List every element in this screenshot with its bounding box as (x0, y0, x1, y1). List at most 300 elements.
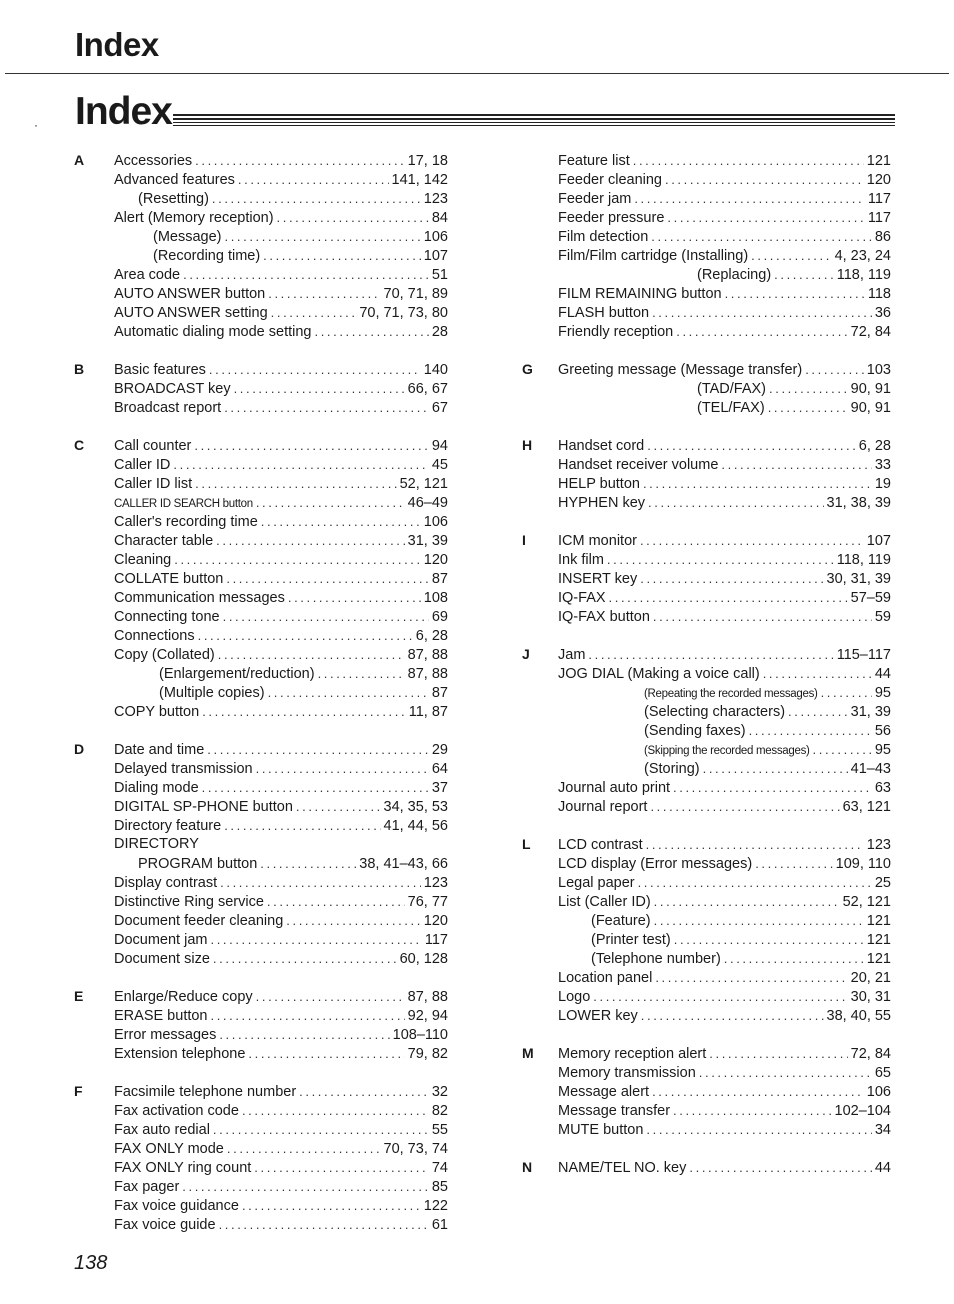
index-pages: 4, 23, 24 (834, 248, 891, 264)
index-term: Journal auto print (558, 780, 671, 796)
dot-leader (755, 854, 832, 873)
index-pages: 86 (874, 229, 891, 245)
index-term: Memory transmission (558, 1065, 696, 1081)
index-term: (Storing) (644, 761, 700, 777)
index-term: Document feeder cleaning (114, 913, 284, 929)
index-term: Date and time (114, 742, 205, 758)
index-term: INSERT key (558, 571, 638, 587)
index-pages: 87 (431, 685, 448, 701)
index-entry (114, 227, 448, 246)
index-group (520, 1044, 891, 1139)
index-entry (558, 151, 891, 170)
index-pages: 84 (431, 210, 448, 226)
dot-leader (651, 227, 872, 246)
index-pages: 63 (874, 780, 891, 796)
index-pages: 59 (874, 609, 891, 625)
index-entry (114, 189, 448, 208)
dot-leader (260, 854, 356, 873)
index-pages: 11, 87 (408, 704, 448, 720)
index-term: Feature list (558, 153, 630, 169)
index-term: Area code (114, 267, 181, 283)
index-term: (Resetting) (138, 191, 209, 207)
index-pages: 19 (874, 476, 891, 492)
index-pages: 120 (423, 552, 448, 568)
index-entry (114, 1025, 448, 1044)
index-entry (558, 303, 891, 322)
index-letter: F (74, 1083, 83, 1099)
dot-leader (268, 683, 429, 702)
index-pages: 95 (874, 742, 891, 758)
index-entry (114, 930, 448, 949)
dot-leader (674, 930, 864, 949)
index-term: Delayed transmission (114, 761, 253, 777)
index-entry (558, 189, 891, 208)
index-term: Connecting tone (114, 609, 220, 625)
dot-leader (271, 303, 357, 322)
index-term: AUTO ANSWER button (114, 286, 266, 302)
index-term: Message transfer (558, 1103, 671, 1119)
index-group (520, 436, 891, 512)
dot-leader (652, 303, 872, 322)
index-entries (114, 151, 448, 341)
index-term: Extension telephone (114, 1046, 246, 1062)
dot-leader (805, 360, 864, 379)
dot-leader (721, 455, 871, 474)
dot-leader (673, 1101, 832, 1120)
index-term: Friendly reception (558, 324, 674, 340)
index-letter: L (522, 836, 531, 852)
index-pages: 121 (866, 951, 891, 967)
index-pages: 87, 88 (407, 647, 448, 663)
dot-leader (183, 265, 429, 284)
dot-leader (749, 721, 872, 740)
index-entry (558, 892, 891, 911)
index-entry (114, 645, 448, 664)
index-entry (114, 854, 448, 873)
index-pages: 38, 41–43, 66 (359, 856, 448, 872)
index-term: List (Caller ID) (558, 894, 651, 910)
index-pages: 34, 35, 53 (383, 799, 448, 815)
index-term: LCD display (Error messages) (558, 856, 753, 872)
index-pages: 51 (431, 267, 448, 283)
dot-leader (220, 873, 421, 892)
index-term: Error messages (114, 1027, 217, 1043)
index-pages: 6, 28 (858, 438, 891, 454)
index-entry (558, 778, 891, 797)
index-group (520, 151, 891, 341)
index-term: (Enlargement/reduction) (159, 666, 315, 682)
index-entry (114, 208, 448, 227)
index-pages: 70, 73, 74 (383, 1141, 448, 1157)
dot-leader (588, 645, 833, 664)
index-entry (114, 455, 448, 474)
index-pages: 41, 44, 56 (383, 818, 448, 834)
index-pages: 61 (431, 1217, 448, 1233)
index-term: Automatic dialing mode setting (114, 324, 312, 340)
index-term: Distinctive Ring service (114, 894, 264, 910)
index-entry (558, 493, 891, 512)
index-term: JOG DIAL (Making a voice call) (558, 666, 760, 682)
index-entry (558, 683, 891, 702)
index-entry (558, 797, 891, 816)
index-term: Fax voice guidance (114, 1198, 239, 1214)
index-entry (114, 1101, 448, 1120)
index-group (520, 531, 891, 626)
index-term: Broadcast report (114, 400, 222, 416)
dot-leader (207, 740, 429, 759)
index-term: Alert (Memory reception) (114, 210, 274, 226)
index-pages: 30, 31, 39 (826, 571, 891, 587)
index-term: BROADCAST key (114, 381, 231, 397)
index-entry (558, 1158, 891, 1177)
index-term: Directory feature (114, 818, 222, 834)
index-entry (558, 550, 891, 569)
index-term: Feeder jam (558, 191, 632, 207)
dot-leader (234, 379, 405, 398)
dot-leader (641, 1006, 824, 1025)
index-entries (558, 835, 891, 1025)
dot-leader (267, 892, 405, 911)
index-pages: 55 (431, 1122, 448, 1138)
dot-leader (648, 493, 823, 512)
index-pages: 121 (866, 913, 891, 929)
index-entry (114, 626, 448, 645)
index-term: (Repeating the recorded messages) (644, 688, 818, 700)
index-entry (114, 740, 448, 759)
index-pages: 140 (423, 362, 448, 378)
index-term: Cleaning (114, 552, 172, 568)
index-term: Advanced features (114, 172, 235, 188)
index-entry (558, 322, 891, 341)
index-entry (114, 1120, 448, 1139)
page-number: 138 (74, 1252, 108, 1274)
dot-leader (212, 189, 421, 208)
index-entries (114, 740, 448, 968)
index-pages: 67 (431, 400, 448, 416)
dot-leader (650, 797, 839, 816)
index-pages: 74 (431, 1160, 448, 1176)
index-term: Dialing mode (114, 780, 199, 796)
index-entry (558, 265, 891, 284)
index-group (74, 436, 448, 721)
index-entries (558, 436, 891, 512)
index-term: Handset receiver volume (558, 457, 719, 473)
index-entry (114, 246, 448, 265)
index-term: MUTE button (558, 1122, 644, 1138)
index-pages: 108 (423, 590, 448, 606)
index-entry (114, 987, 448, 1006)
dot-leader (647, 436, 856, 455)
index-pages: 44 (874, 1160, 891, 1176)
index-pages: 44 (874, 666, 891, 682)
index-pages: 25 (874, 875, 891, 891)
index-entries (558, 1044, 891, 1139)
index-entry (558, 398, 891, 417)
dot-leader (195, 151, 405, 170)
dot-leader (216, 531, 405, 550)
index-term: HELP button (558, 476, 640, 492)
dot-leader (654, 911, 864, 930)
dot-leader (763, 664, 872, 683)
index-entry (558, 360, 891, 379)
index-pages: 28 (431, 324, 448, 340)
index-group (520, 360, 891, 417)
index-pages: 70, 71, 89 (383, 286, 448, 302)
index-entries (558, 531, 891, 626)
index-pages: 60, 128 (399, 951, 448, 967)
index-entry (114, 531, 448, 550)
index-pages: 72, 84 (850, 1046, 891, 1062)
index-term: Caller ID (114, 457, 171, 473)
heading-rule-lines (173, 114, 895, 128)
dot-leader (699, 1063, 872, 1082)
index-term: (Message) (153, 229, 222, 245)
index-entry (114, 1082, 448, 1101)
index-pages: 72, 84 (850, 324, 891, 340)
dot-leader (227, 1139, 381, 1158)
index-term: FILM REMAINING button (558, 286, 722, 302)
dot-leader (202, 778, 429, 797)
index-term: Feeder cleaning (558, 172, 662, 188)
index-term: (Printer test) (591, 932, 671, 948)
index-group (520, 835, 891, 1025)
index-pages: 85 (431, 1179, 448, 1195)
index-pages: 123 (423, 191, 448, 207)
index-term: (Feature) (591, 913, 651, 929)
index-entry (558, 474, 891, 493)
dot-leader (296, 797, 381, 816)
index-letter: B (74, 361, 85, 377)
index-entry (114, 379, 448, 398)
dot-leader (261, 512, 421, 531)
index-pages: 82 (431, 1103, 448, 1119)
index-term: FLASH button (558, 305, 650, 321)
dot-leader (593, 987, 847, 1006)
index-pages: 38, 40, 55 (826, 1008, 891, 1024)
index-entries (558, 360, 891, 417)
index-term: (Recording time) (153, 248, 261, 264)
index-term: Accessories (114, 153, 193, 169)
index-pages: 87, 88 (407, 989, 448, 1005)
index-entry (558, 645, 891, 664)
index-term: Document size (114, 951, 210, 967)
index-term: (TEL/FAX) (697, 400, 765, 416)
dot-leader (774, 265, 834, 284)
index-pages: 106 (423, 514, 448, 530)
index-term: Facsimile telephone number (114, 1084, 297, 1100)
dot-leader (633, 151, 864, 170)
index-pages: 90, 91 (850, 381, 891, 397)
index-entry (114, 664, 448, 683)
index-entry (114, 303, 448, 322)
dot-leader (751, 246, 831, 265)
dot-leader (223, 607, 429, 626)
index-pages: 123 (423, 875, 448, 891)
index-pages: 66, 67 (407, 381, 448, 397)
dot-leader (256, 493, 405, 512)
index-term: Feeder pressure (558, 210, 665, 226)
index-entry (114, 265, 448, 284)
index-term: AUTO ANSWER setting (114, 305, 268, 321)
dot-leader (226, 569, 429, 588)
index-entry (114, 474, 448, 493)
index-entry (558, 702, 891, 721)
index-entry (558, 721, 891, 740)
dot-leader (676, 322, 847, 341)
index-term: Greeting message (Message transfer) (558, 362, 803, 378)
index-term: Journal report (558, 799, 648, 815)
index-entry (114, 1139, 448, 1158)
dot-leader (821, 683, 872, 702)
index-entries (114, 436, 448, 721)
index-entry (114, 1158, 448, 1177)
index-pages: 79, 82 (407, 1046, 448, 1062)
index-entry (558, 531, 891, 550)
dot-leader (248, 1044, 404, 1063)
index-term: Fax pager (114, 1179, 180, 1195)
dot-leader (673, 778, 872, 797)
index-entry (114, 816, 448, 835)
dot-leader (653, 607, 872, 626)
dot-leader (286, 911, 421, 930)
index-entry (114, 550, 448, 569)
index-pages: 17, 18 (407, 153, 448, 169)
index-entry (114, 493, 448, 512)
index-pages: 32 (431, 1084, 448, 1100)
index-term: (TAD/FAX) (697, 381, 767, 397)
index-column-left (74, 151, 448, 1253)
index-letter: D (74, 741, 85, 757)
margin-dot: · (34, 118, 38, 132)
index-entry (558, 873, 891, 892)
index-pages: 94 (431, 438, 448, 454)
index-pages: 117 (424, 932, 448, 948)
index-letter: N (522, 1159, 533, 1175)
dot-leader (634, 189, 865, 208)
index-term: ICM monitor (558, 533, 637, 549)
dot-leader (256, 759, 429, 778)
index-entry (558, 664, 891, 683)
dot-leader (813, 740, 872, 759)
index-entry (558, 759, 891, 778)
index-term: (Sending faxes) (644, 723, 746, 739)
index-pages: 56 (874, 723, 891, 739)
index-group (74, 740, 448, 968)
dot-leader (769, 379, 848, 398)
index-pages: 120 (423, 913, 448, 929)
index-entry (558, 949, 891, 968)
dot-leader (665, 170, 864, 189)
index-term: FAX ONLY mode (114, 1141, 224, 1157)
dot-leader (788, 702, 848, 721)
index-term: IQ-FAX button (558, 609, 650, 625)
index-entry (558, 968, 891, 987)
dot-leader (219, 1215, 429, 1234)
dot-leader (213, 949, 397, 968)
index-pages: 115–117 (836, 647, 891, 663)
index-pages: 107 (866, 533, 891, 549)
dot-leader (646, 835, 864, 854)
index-entry (558, 854, 891, 873)
dot-leader (209, 360, 421, 379)
dot-leader (299, 1082, 429, 1101)
index-entry (114, 284, 448, 303)
index-term: (Selecting characters) (644, 704, 786, 720)
index-entry (558, 436, 891, 455)
index-entry (114, 873, 448, 892)
index-pages: 120 (866, 172, 891, 188)
dot-leader (314, 322, 428, 341)
index-entry (114, 170, 448, 189)
index-term: Logo (558, 989, 591, 1005)
index-term: IQ-FAX (558, 590, 606, 606)
dot-leader (198, 626, 413, 645)
dot-leader (654, 892, 840, 911)
dot-leader (263, 246, 421, 265)
dot-leader (655, 968, 847, 987)
index-entries (558, 151, 891, 341)
index-pages: 31, 39 (407, 533, 448, 549)
index-entry (558, 1063, 891, 1082)
index-pages: 69 (431, 609, 448, 625)
index-group (74, 987, 448, 1063)
index-term: Memory reception alert (558, 1046, 707, 1062)
index-entry (558, 208, 891, 227)
index-entry (114, 702, 448, 721)
index-pages: 6, 28 (415, 628, 448, 644)
index-letter: E (74, 988, 84, 1004)
index-pages: 109, 110 (835, 856, 891, 872)
index-entry (114, 151, 448, 170)
index-pages: 87 (431, 571, 448, 587)
index-letter: C (74, 437, 85, 453)
index-term: Copy (Collated) (114, 647, 215, 663)
header-divider (5, 73, 949, 74)
index-entry (558, 740, 891, 759)
index-pages: 118 (867, 286, 891, 302)
index-entry (558, 569, 891, 588)
index-term: COLLATE button (114, 571, 224, 587)
index-letter: J (522, 646, 530, 662)
index-pages: 123 (866, 837, 891, 853)
dot-leader (195, 474, 396, 493)
index-pages: 52, 121 (842, 894, 891, 910)
index-entry (558, 987, 891, 1006)
index-pages: 95 (874, 685, 891, 701)
index-column-right (520, 151, 891, 1196)
index-pages: 36 (874, 305, 891, 321)
index-entry (114, 1177, 448, 1196)
index-term: PROGRAM button (138, 856, 258, 872)
index-entry (114, 683, 448, 702)
index-entry (558, 1044, 891, 1063)
index-term: DIRECTORY (114, 836, 199, 852)
index-term: Handset cord (558, 438, 645, 454)
index-pages: 37 (431, 780, 448, 796)
dot-leader (225, 227, 421, 246)
page-header-title: Index (75, 26, 159, 63)
index-pages: 103 (866, 362, 891, 378)
index-term: (Telephone number) (591, 951, 721, 967)
index-pages: 87, 88 (407, 666, 448, 682)
dot-leader (238, 170, 389, 189)
index-pages: 70, 71, 73, 80 (359, 305, 448, 321)
index-entry (558, 1082, 891, 1101)
index-term: Ink film (558, 552, 604, 568)
index-entry (558, 284, 891, 303)
index-pages: 52, 121 (399, 476, 448, 492)
index-group (74, 360, 448, 417)
